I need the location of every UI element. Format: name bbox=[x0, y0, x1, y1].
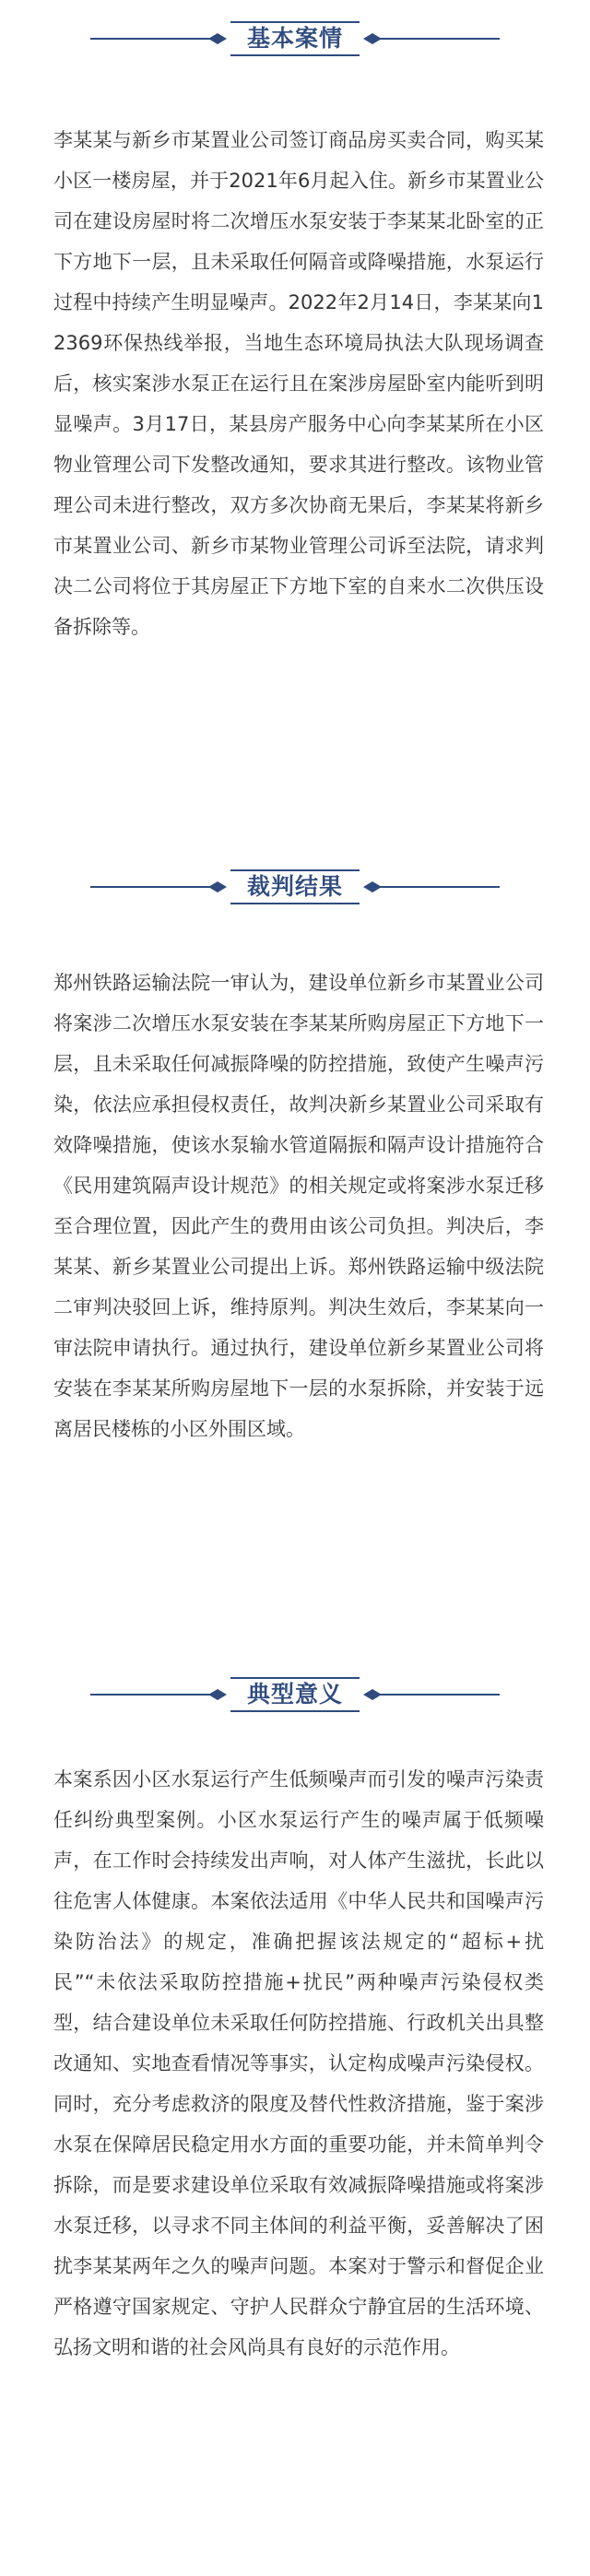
section-header-basic-facts bbox=[0, 11, 590, 66]
section-title: 基本案情 bbox=[246, 25, 343, 52]
section-title: 裁判结果 bbox=[246, 873, 343, 900]
section-body-judgment: 郑州铁路运输法院一审认为，建设单位新乡市某置业公司将案涉二次增压水泵安装在李某某所购房屋正下方地下一层，且未采取任何减振降噪的防控措施，致使产生噪声污染，依法应承担侵权责任，故判决新乡某置业公司采取有效降噪措施，使该水泵输水管道隔振和隔声设计措施符合《民用建筑隔声设计规范》的相关规定或将案涉水泵迁移至合理位置，因此产生的费用由该公司负担。判决后，李某某、新乡某置业公司提出上诉。郑州铁路运输中级法院二审判决驳回上诉，维持原判。判决生效后，李某某向一审法院申请执行。通过执行，建设单位新乡某置业公司将安装在李某某所购房屋地下一层的水泵拆除，并安装于远离居民楼栋的小区外围区域。 bbox=[53, 972, 544, 1440]
section-body-basic-facts: 李某某与新乡市某置业公司签订商品房买卖合同，购买某小区一楼房屋，并于2021年6月起入住。新乡市某置业公司在建设房屋时将二次增压水泵安装于李某某北卧室的正下方地下一层，且未采取任何隔音或降噪措施，水泵运行过程中持续产生明显噪声。2022年2月14日，李某某向12369环保热线举报，当地生态环境局执法大队现场调查后，核实案涉水泵正在运行且在案涉房屋卧室内能听到明显噪声。3月17日，某县房产服务中心向李某某所在小区物业管理公司下发整改通知，要求其进行整改。该物业管理公司未进行整改，双方多次协商无果后，李某某将新乡市某置业公司、新乡市某物业管理公司诉至法院，请求判决二公司将位于其房屋正下方地下室的自来水二次供压设备拆除等。 bbox=[53, 129, 544, 638]
section-title: 典型意义 bbox=[246, 1681, 343, 1707]
section-header-judgment bbox=[0, 859, 590, 915]
section-header-significance bbox=[0, 1667, 590, 1722]
section-body-significance: 本案系因小区水泵运行产生低频噪声而引发的噪声污染责任纠纷典型案例。小区水泵运行产生的噪声属于低频噪声，在工作时会持续发出声响，对人体产生滋扰，长此以往危害人体健康。本案依法适用《中华人民共和国噪声污染防治法》的规定，准确把握该法规定的“超标+扰民”“未依法采取防控措施+扰民”两种噪声污染侵权类型，结合建设单位未采取任何防控措施、行政机关出具整改通知、实地查看情况等事实，认定构成噪声污染侵权。同时，充分考虑救济的限度及替代性救济措施，鉴于案涉水泵在保障居民稳定用水方面的重要功能，并未简单判令拆除，而是要求建设单位采取有效减振降噪措施或将案涉水泵迁移，以寻求不同主体间的利益平衡，妥善解决了困扰李某某两年之久的噪声问题。本案对于警示和督促企业严格遵守国家规定、守护人民群众宁静宜居的生活环境、弘扬文明和谐的社会风尚具有良好的示范作用。 bbox=[53, 1768, 544, 2358]
